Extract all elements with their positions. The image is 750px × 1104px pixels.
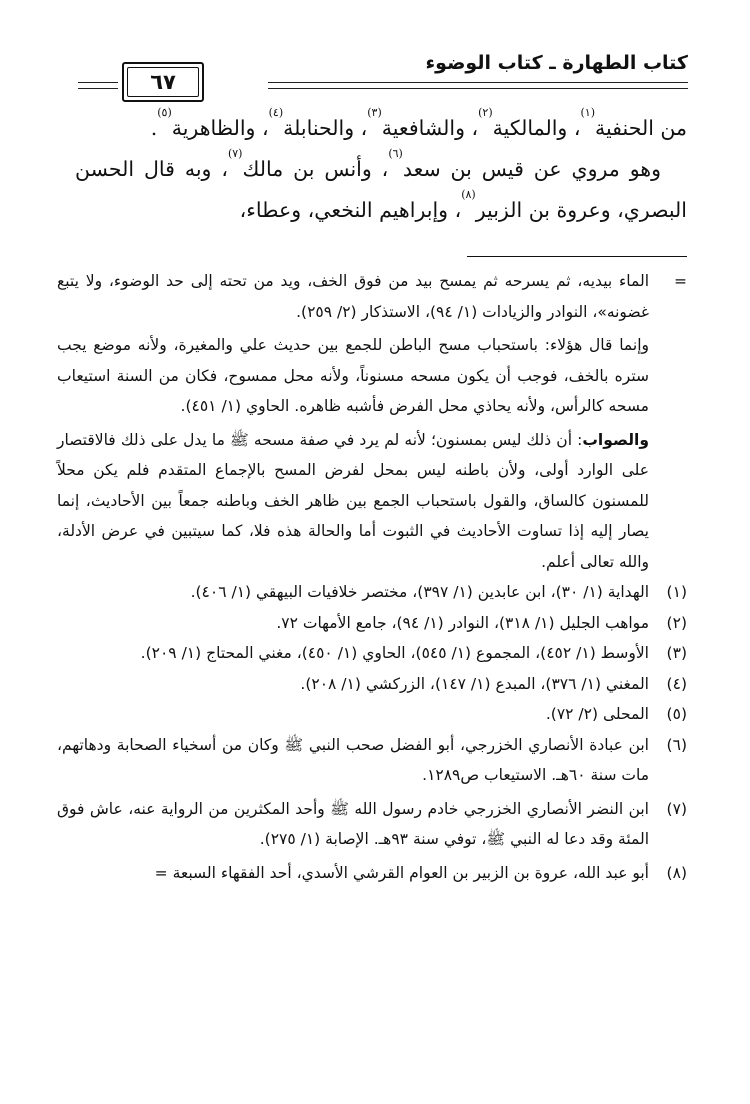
text-run: ، وإبراهيم النخعي، وعطاء، bbox=[239, 198, 462, 222]
footnote-ref: (٣) bbox=[367, 106, 382, 119]
text-run: ، والمالكية bbox=[492, 116, 581, 140]
footnote-text: أبو عبد الله، عروة بن الزبير بن العوام القرشي الأسدي، أحد الفقهاء السبعة = bbox=[154, 863, 649, 882]
footnote-marker: (٢) bbox=[666, 613, 687, 632]
text-run: ، والظاهرية bbox=[171, 116, 269, 140]
footnote-ref: (٧) bbox=[227, 147, 243, 160]
footnote-paragraph bbox=[57, 425, 649, 578]
footnote-ref: (٦) bbox=[388, 147, 403, 160]
running-title: كتاب الطهارة ـ كتاب الوضوء bbox=[425, 52, 688, 74]
main-text bbox=[75, 108, 687, 231]
footnote-ref: (٢) bbox=[478, 106, 493, 119]
footnote-text: المغني (١/ ٣٧٦)، المبدع (١/ ١٤٧)، الزركشي (١/ ٢٠٨). bbox=[300, 674, 649, 693]
footnote-marker: (٣) bbox=[666, 644, 687, 662]
text-run: ، وبه قال الحسن البصري، وعروة بن الزبير bbox=[75, 157, 687, 222]
footnote-ref: (٥) bbox=[157, 106, 172, 119]
footnote-item bbox=[57, 699, 687, 730]
footnote-ref: (١) bbox=[580, 106, 595, 119]
text-run: ، والشافعية bbox=[381, 116, 479, 140]
footnote-text: الأوسط (١/ ٤٥٢)، المجموع (١/ ٥٤٥)، الحاوي (١/ ٤٥٠)، مغني المحتاج (١/ ٢٠٩). bbox=[140, 644, 649, 662]
footnote-text: : أن ذلك ليس بمسنون؛ لأنه لم يرد في صفة مسحه ﷺ ما يدل على ذلك فالاقتصار على الوارد أولى، ولأن باطنه ليس بمحل لفرض المسح بالإجماع المتقدم فلم يكن محلاً للمسنون كالساق، والقول باستحباب الجمع بين ظاهر الخف وباطنه جمعاً بين الأحاديث، إنما يصار إليه إذا تساوت الأحاديث في الثبوت أما والحالة هذه فلا، كما سيتبين في عرض الأدلة، والله تعالى أعلم. bbox=[57, 430, 649, 571]
footnote-marker: (٧) bbox=[666, 799, 687, 818]
footnote-item bbox=[57, 577, 687, 608]
header-rule bbox=[268, 82, 688, 83]
footnote-ref: (٨) bbox=[461, 188, 476, 201]
text-run: ، وأنس بن مالك bbox=[242, 157, 389, 181]
bold-term: والصواب bbox=[582, 430, 649, 449]
main-paragraph bbox=[75, 108, 687, 149]
footnote-item bbox=[57, 669, 687, 700]
continuation-marker: = bbox=[674, 272, 687, 290]
footnote-text: مواهب الجليل (١/ ٣١٨)، النوادر (١/ ٩٤)، جامع الأمهات ٧٢. bbox=[276, 613, 649, 632]
footnote-marker: (٦) bbox=[666, 735, 687, 754]
page-header bbox=[78, 52, 688, 102]
header-rule bbox=[78, 88, 118, 89]
footnote-item bbox=[57, 638, 687, 669]
text-run: . bbox=[150, 116, 158, 140]
page-number: ٦٧ bbox=[150, 70, 176, 94]
text-run: من الحنفية bbox=[594, 116, 687, 140]
footnote-text: ابن النضر الأنصاري الخزرجي خادم رسول الله ﷺ وأحد المكثرين من الرواية عنه، عاش فوق المئة وقد دعا له النبي ﷺ، توفي سنة ٩٣هـ. الإصابة (١/ ٢٧٥). bbox=[57, 799, 649, 848]
text-run: وهو مروي عن قيس بن سعد bbox=[402, 157, 661, 181]
footnote-paragraph: وإنما قال هؤلاء: باستحباب مسح الباطن للجمع بين حديث علي والمغيرة، ولأنه موضع يجب ستره بالخف، فوجب أن يكون مسحه مسنوناً، ولأنه محل ممسوح، فكان من السنة استيعاب مسحه كالرأس، ولأنه يحاذي محل الفرض فأشبه ظاهره. الحاوي (١/ ٤٥١). bbox=[57, 336, 649, 415]
footnotes bbox=[57, 266, 687, 888]
footnote-separator bbox=[467, 256, 687, 257]
footnote-item bbox=[57, 794, 687, 855]
page-number-box bbox=[122, 62, 204, 102]
footnote-text: ابن عبادة الأنصاري الخزرجي، أبو الفضل صحب النبي ﷺ وكان من أسخياء الصحابة ودهاتهم، مات سنة ٦٠هـ. الاستيعاب ص١٢٨٩. bbox=[57, 735, 649, 784]
footnote-text: الماء بيديه، ثم يسرحه ثم يمسح بيد من فوق الخف، ويد من تحته إلى حد الوضوء، ولا يتبع غضونه»، النوادر والزيادات (١/ ٩٤)، الاستذكار (٢/ ٢٥٩). bbox=[57, 272, 649, 321]
header-rule bbox=[268, 88, 688, 89]
footnote-marker: (١) bbox=[666, 583, 687, 601]
main-paragraph bbox=[75, 149, 687, 231]
footnote-continuation bbox=[57, 266, 687, 327]
footnote-ref: (٤) bbox=[268, 106, 284, 119]
footnote-text: المحلى (٢/ ٧٢). bbox=[545, 705, 649, 723]
footnote-item bbox=[57, 858, 687, 889]
footnote-marker: (٤) bbox=[666, 674, 687, 693]
header-rule bbox=[78, 82, 118, 83]
footnote-item bbox=[57, 608, 687, 639]
footnote-marker: (٥) bbox=[666, 705, 687, 723]
footnote-text: الهداية (١/ ٣٠)، ابن عابدين (١/ ٣٩٧)، مختصر خلافيات البيهقي (١/ ٤٠٦). bbox=[190, 583, 649, 601]
footnote-marker: (٨) bbox=[666, 863, 687, 882]
footnote-item bbox=[57, 730, 687, 791]
text-run: ، والحنابلة bbox=[283, 116, 368, 140]
